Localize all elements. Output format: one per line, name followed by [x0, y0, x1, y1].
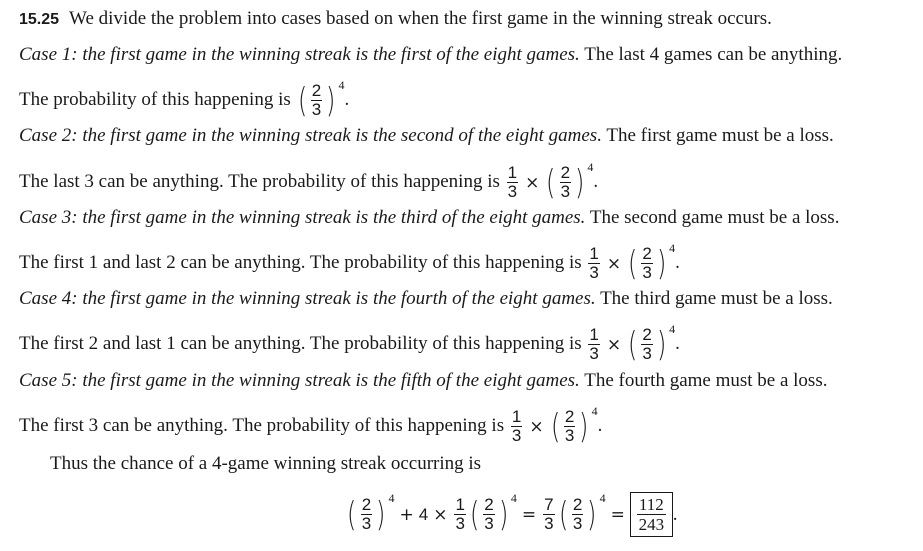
conclusion-text: Thus the chance of a 4-game winning streak occurring is — [50, 453, 482, 474]
fraction-two-thirds: $\frac{2}{3}$ — [642, 325, 652, 363]
case-2-probability: The last 3 can be anything. The probability of this happening is $\frac{1}{3}$ × ( $\frac{2}{3}$ ) 4 . — [19, 159, 599, 203]
boxed-answer — [630, 492, 673, 537]
fraction-one-third: $\frac{1}{3}$ — [511, 407, 522, 445]
case-3-text1: The second game must be a loss. — [589, 207, 840, 228]
case-1-text2: The probability of this happening is — [19, 88, 291, 110]
case-4-label: Case 4: the first game in the winning streak is the fourth of the eight games. — [19, 288, 596, 309]
case-4-heading — [19, 288, 833, 310]
case-5-text2: The first 3 can be anything. The probability of this happening is — [19, 414, 505, 436]
case-3-heading — [19, 207, 839, 229]
fraction-one-third: $\frac{1}{3}$ — [589, 325, 599, 363]
case-5-power: ( $\frac{2}{3}$ ) 4 — [550, 403, 598, 447]
fraction-seven-thirds: $\frac{7}{3}$ — [544, 495, 554, 533]
case-1-heading — [19, 44, 842, 66]
case-3-probability: The first 1 and last 2 can be anything. The probability of this happening is $\frac{1}{3}$ × ( $\frac{2}{3}$ ) 4 . — [19, 240, 680, 284]
case-3-text2: The first 1 and last 2 can be anything. The probability of this happening is — [19, 251, 582, 273]
term-two-thirds-power: ( $\frac{2}{3}$ ) 4 — [347, 491, 395, 535]
fraction-one-third: $\frac{1}{3}$ — [455, 495, 465, 533]
case-1-power: ( $\frac{2}{3}$ ) 4 — [296, 82, 345, 119]
final-equation: ( $\frac{2}{3}$ ) 4 + 4 × $\frac{1}{3}$ ( $\frac{2}{3}$ ) 4 = $\frac{7}{3}$ ( $\frac{2}{3}$ ) 4 = $\frac{112}{243}$ . — [0, 492, 923, 537]
exponent: 4 — [338, 77, 345, 92]
case-2-label: Case 2: the first game in the winning streak is the second of the eight games. — [19, 125, 602, 146]
case-2-text1: The first game must be a loss. — [606, 125, 834, 146]
fraction-one-third: $\frac{1}{3}$ — [589, 244, 599, 282]
case-5-label: Case 5: the first game in the winning streak is the fifth of the eight games. — [19, 370, 580, 391]
case-2-power: ( $\frac{2}{3}$ ) 4 — [546, 159, 594, 203]
case-4-power: ( $\frac{2}{3}$ ) 4 — [628, 321, 676, 365]
case-5-heading — [19, 370, 827, 392]
answer-numerator: 112 — [638, 495, 664, 514]
fraction-one-third: $\frac{1}{3}$ — [507, 163, 518, 201]
case-1-text1: The last 4 games can be anything. — [584, 44, 843, 65]
answer-denominator: 243 — [638, 515, 665, 534]
case-5-probability: The first 3 can be anything. The probability of this happening is $\frac{1}{3}$ × ( $\frac{2}{3}$ ) 4 . — [19, 403, 603, 447]
intro-line — [19, 8, 772, 31]
case-1-probability: The probability of this happening is ( $\frac{2}{3}$ ) 4 . — [19, 82, 349, 119]
case-1-label: Case 1: the first game in the winning streak is the first of the eight games. — [19, 44, 580, 65]
fraction-two-thirds: $\frac{2}{3}$ — [560, 163, 571, 201]
case-3-power: ( $\frac{2}{3}$ ) 4 — [628, 240, 676, 284]
fraction-two-thirds: $\frac{2}{3}$ — [311, 81, 322, 119]
case-4-probability: The first 2 and last 1 can be anything. The probability of this happening is $\frac{1}{3}$ × ( $\frac{2}{3}$ ) 4 . — [19, 321, 680, 365]
problem-number: 15.25 — [19, 11, 60, 28]
case-3-label: Case 3: the first game in the winning streak is the third of the eight games. — [19, 207, 586, 228]
case-4-text1: The third game must be a loss. — [600, 288, 833, 309]
intro-text: We divide the problem into cases based on when the first game in the winning streak occurs. — [69, 8, 772, 29]
case-5-text1: The fourth game must be a loss. — [584, 370, 828, 391]
case-4-text2: The first 2 and last 1 can be anything. The probability of this happening is — [19, 332, 582, 354]
case-2-text2: The last 3 can be anything. The probability of this happening is — [19, 170, 500, 192]
fraction-two-thirds: $\frac{2}{3}$ — [642, 244, 652, 282]
case-2-heading — [19, 125, 834, 147]
fraction-two-thirds: $\frac{2}{3}$ — [564, 407, 575, 445]
